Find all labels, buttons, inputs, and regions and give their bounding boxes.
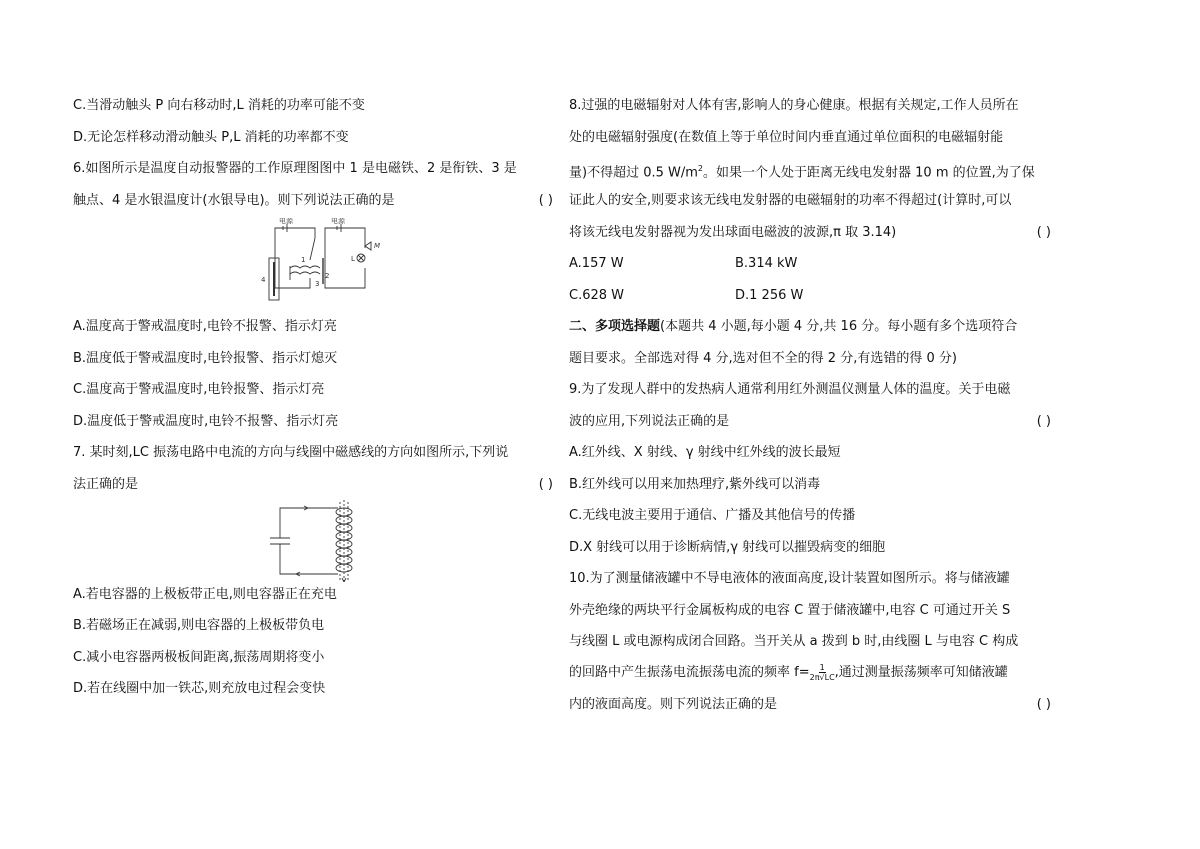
temperature-alarm-circuit-figure	[255, 218, 385, 306]
q7-option-b: B.若磁场正在减弱,则电容器的上极板带负电	[73, 618, 325, 633]
q8-stem-line1: 8.过强的电磁辐射对人体有害,影响人的身心健康。根据有关规定,工作人员所在	[569, 98, 1019, 113]
q8-option-b: B.314 kW	[735, 256, 798, 271]
q7-option-c: C.减小电容器两极板间距离,振荡周期将变小	[73, 650, 325, 665]
q8-options-row1	[569, 256, 1051, 272]
q5-option-c: C.当滑动触头 P 向右移动时,L 消耗的功率可能不变	[73, 98, 365, 113]
lc-circuit-figure	[268, 500, 378, 582]
q8-stem-line3-part2: 。如果一个人处于距离无线电发射器 10 m 的位置,为了保	[703, 165, 1035, 181]
q8-stem-line2: 处的电磁辐射强度(在数值上等于单位时间内垂直通过单位面积的电磁辐射能	[569, 130, 1004, 145]
q7-option-d: D.若在线圈中加一铁芯,则充放电过程会变快	[73, 681, 326, 696]
q6-option-a: A.温度高于警戒温度时,电铃不报警、指示灯亮	[73, 319, 337, 334]
q10-stem-line3: 与线圈 L 或电源构成闭合回路。当开关从 a 拨到 b 时,由线圈 L 与电容 C 构成	[569, 634, 1019, 649]
fig1-label-power2: 电源	[331, 218, 345, 225]
q9-stem-line2	[569, 414, 1051, 430]
q7-stem-line1: 7. 某时刻,LC 振荡电路中电流的方向与线圈中磁感线的方向如图所示,下列说	[73, 445, 509, 460]
fig1-label-2: 2	[325, 272, 330, 280]
q9-stem-line1: 9.为了发现人群中的发热病人通常利用红外测温仪测量人体的温度。关于电磁	[569, 382, 1011, 397]
q10-answer-paren: ( )	[1036, 697, 1051, 712]
q9-answer-paren: ( )	[1036, 414, 1051, 429]
q7-answer-paren: ( )	[538, 477, 553, 492]
section2-instructions: (本题共 4 小题,每小题 4 分,共 16 分。每小题有多个选项符合	[660, 319, 1018, 334]
q8-option-c: C.628 W	[569, 288, 625, 303]
q8-option-a: A.157 W	[569, 256, 624, 271]
fig1-label-M: M	[374, 242, 381, 250]
q6-option-c: C.温度高于警戒温度时,电铃报警、指示灯亮	[73, 382, 325, 397]
q8-stem-line5	[569, 225, 1051, 241]
q7-option-a: A.若电容器的上极板带正电,则电容器正在充电	[73, 587, 337, 602]
q8-option-d: D.1 256 W	[735, 288, 804, 303]
q7-stem-text: 法正确的是	[73, 477, 139, 492]
q8-answer-paren: ( )	[1036, 225, 1051, 240]
q10-stem-line2: 外壳绝缘的两块平行金属板构成的电容 C 置于储液罐中,电容 C 可通过开关 S	[569, 603, 1011, 618]
q10-stem-line5	[569, 697, 1051, 713]
q6-stem-line2	[73, 193, 553, 209]
q10-stem-line4-part1: 的回路中产生振荡电流振荡电流的频率 f=	[569, 665, 810, 680]
q10-stem-line4	[569, 663, 1008, 682]
formula-numerator: 1	[819, 663, 825, 672]
fig1-label-4: 4	[261, 276, 266, 284]
q10-stem-line1: 10.为了测量储液罐中不导电液体的液面高度,设计装置如图所示。将与储液罐	[569, 571, 1010, 586]
q8-stem-text: 将该无线电发射器视为发出球面电磁波的波源,π 取 3.14)	[569, 225, 897, 240]
q9-option-b: B.红外线可以用来加热理疗,紫外线可以消毒	[569, 477, 821, 492]
formula-denominator: 2π√LC	[809, 673, 835, 682]
section2-heading	[569, 319, 1017, 335]
q6-stem-text: 触点、4 是水银温度计(水银导电)。则下列说法正确的是	[73, 193, 395, 208]
frequency-formula	[810, 663, 835, 682]
q8-stem-line4: 证此人的安全,则要求该无线电发射器的电磁辐射的功率不得超过(计算时,可以	[569, 193, 1012, 208]
q9-option-c: C.无线电波主要用于通信、广播及其他信号的传播	[569, 508, 856, 523]
q8-stem-line3	[569, 161, 1035, 181]
q6-option-b: B.温度低于警戒温度时,电铃报警、指示灯熄灭	[73, 351, 338, 366]
q5-option-d: D.无论怎样移动滑动触头 P,L 消耗的功率都不变	[73, 130, 349, 145]
fig1-label-3: 3	[315, 280, 320, 288]
q8-superscript: 2	[697, 164, 704, 173]
q7-stem-line2	[73, 477, 553, 493]
q10-stem-line4-part2: ,通过测量振荡频率可知储液罐	[834, 665, 1008, 680]
section2-title: 二、多项选择题	[569, 319, 661, 334]
q9-option-d: D.X 射线可以用于诊断病情,γ 射线可以摧毁病变的细胞	[569, 540, 886, 555]
section2-instructions-line2: 题目要求。全部选对得 4 分,选对但不全的得 2 分,有选错的得 0 分)	[569, 351, 957, 366]
q6-answer-paren: ( )	[538, 193, 553, 208]
fig1-label-L: L	[351, 255, 355, 263]
fig1-label-1: 1	[301, 256, 306, 264]
q10-stem-text: 内的液面高度。则下列说法正确的是	[569, 697, 778, 712]
fig1-label-power1: 电源	[279, 218, 293, 225]
q8-options-row2	[569, 288, 1051, 304]
q6-option-d: D.温度低于警戒温度时,电铃不报警、指示灯亮	[73, 414, 339, 429]
q9-stem-text: 波的应用,下列说法正确的是	[569, 414, 730, 429]
q9-option-a: A.红外线、X 射线、γ 射线中红外线的波长最短	[569, 445, 841, 460]
q6-stem-line1: 6.如图所示是温度自动报警器的工作原理图图中 1 是电磁铁、2 是衔铁、3 是	[73, 161, 517, 176]
q8-stem-line3-part1: 量)不得超过 0.5 W/m	[569, 165, 698, 181]
